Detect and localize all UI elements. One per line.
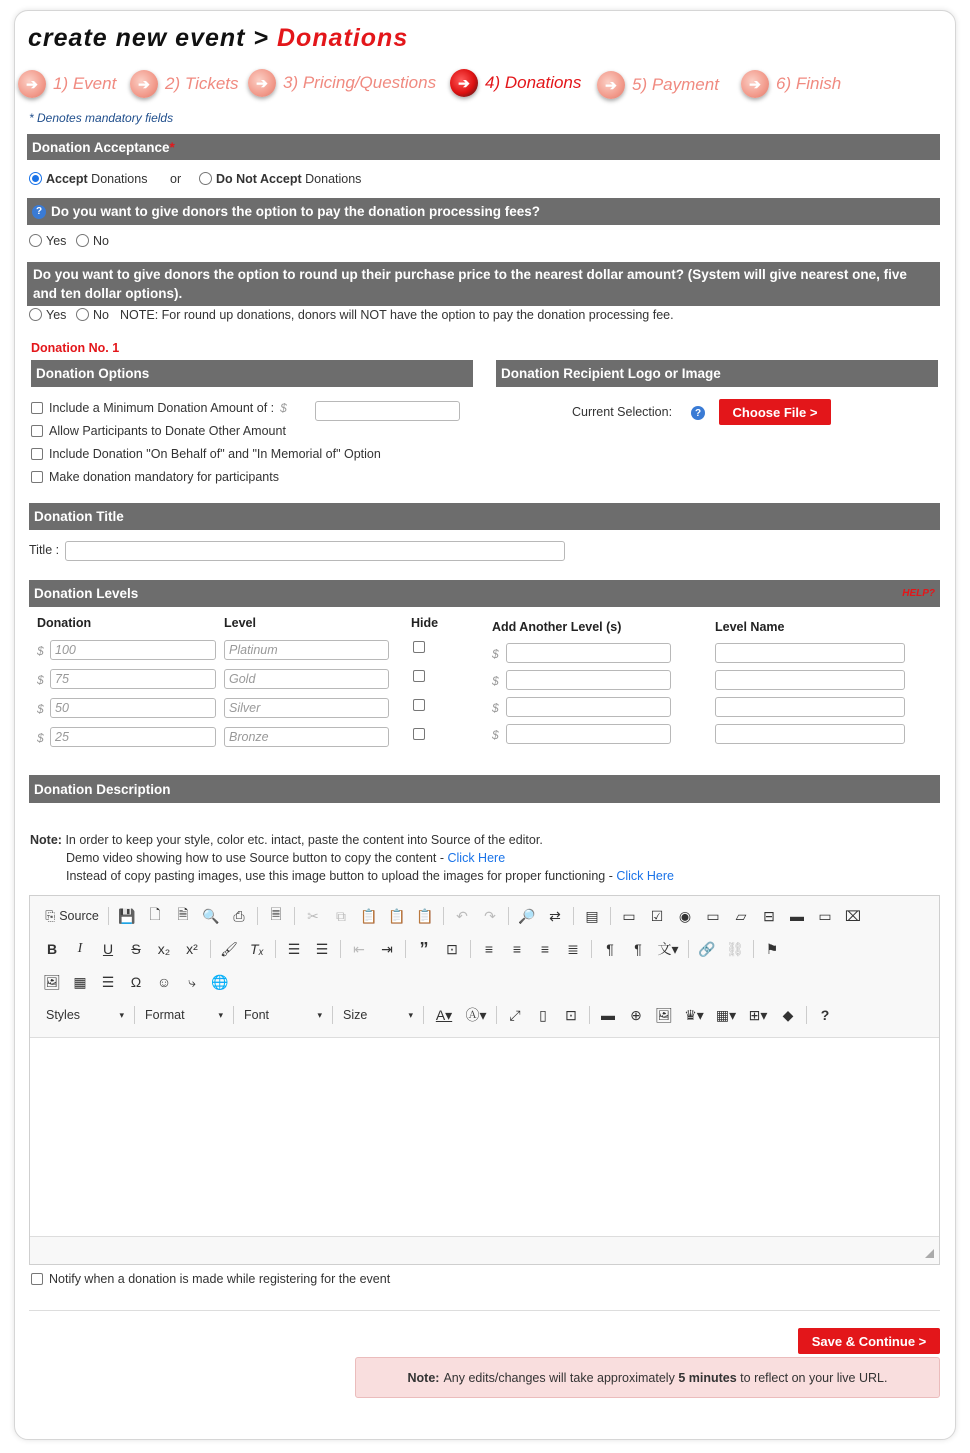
notify-option[interactable]: Notify when a donation is made while registering for the event xyxy=(31,1272,390,1286)
numbered-list-icon[interactable]: ☰ xyxy=(287,940,301,957)
anchor-flag-icon[interactable]: ⚑ xyxy=(765,940,779,957)
image-upload-icon[interactable]: 🖼 xyxy=(655,1006,673,1023)
preview-icon[interactable]: 🔍 xyxy=(202,907,220,924)
choose-file-button[interactable]: Choose File > xyxy=(719,399,831,425)
hide-checkbox[interactable] xyxy=(413,670,425,682)
add-level-amount-input[interactable] xyxy=(506,643,671,663)
align-center-icon[interactable]: ≡ xyxy=(512,941,522,957)
bulleted-list-icon[interactable]: ☰ xyxy=(315,940,329,957)
radio-unchecked[interactable] xyxy=(199,172,212,185)
justify-icon[interactable]: ≣ xyxy=(567,940,579,957)
smiley-icon[interactable]: ☺ xyxy=(156,974,172,990)
section-bar-logo: Donation Recipient Logo or Image xyxy=(496,360,938,387)
accept-donations-radio[interactable]: Accept Donations xyxy=(29,172,147,186)
level-amount-input[interactable]: 100 xyxy=(50,640,216,660)
level-name-input[interactable]: Bronze xyxy=(224,727,389,747)
help-icon[interactable]: ? xyxy=(32,205,46,219)
rtl-icon[interactable]: ¶ xyxy=(634,941,642,957)
note-line-2: Demo video showing how to use Source button to copy the content - Click Here xyxy=(66,851,506,865)
add-level-name-input[interactable] xyxy=(715,697,905,717)
currency-symbol: $ xyxy=(37,673,44,687)
strike-icon[interactable]: S xyxy=(131,941,141,957)
section-bar-options: Donation Options xyxy=(31,360,473,387)
currency-symbol: $ xyxy=(492,647,499,661)
click-here-link[interactable]: Click Here xyxy=(616,869,674,883)
radio-icon[interactable]: ◉ xyxy=(678,907,692,924)
new-page-icon[interactable]: 🗋 xyxy=(149,906,161,922)
checkbox[interactable] xyxy=(31,471,43,483)
replace-icon[interactable]: ⇄ xyxy=(549,907,561,924)
step-donations[interactable]: ➔ 4) Donations xyxy=(450,69,581,97)
paste-icon[interactable]: 📋 xyxy=(360,907,378,924)
find-icon[interactable]: 🔎 xyxy=(518,907,536,924)
undo-icon[interactable]: ↶ xyxy=(456,907,468,924)
level-name-input[interactable]: Silver xyxy=(224,698,389,718)
shapes-icon[interactable]: ◆ xyxy=(782,1006,794,1023)
step-tickets[interactable]: ➔ 2) Tickets xyxy=(130,70,239,98)
format-dropdown[interactable]: Format ▾ xyxy=(145,1008,223,1022)
add-level-amount-input[interactable] xyxy=(506,724,671,744)
italic-icon[interactable]: I xyxy=(77,941,83,956)
hide-checkbox[interactable] xyxy=(413,699,425,711)
add-level-amount-input[interactable] xyxy=(506,697,671,717)
bg-color-icon[interactable]: Ⓐ▾ xyxy=(465,1007,487,1023)
fees-yes-radio[interactable]: Yes xyxy=(29,234,66,248)
editor-content-area[interactable] xyxy=(30,1037,939,1237)
note-line-1: Note: In order to keep your style, color etc. intact, paste the content into Source of the editor. xyxy=(30,833,543,847)
editor-toolbar-row-4 xyxy=(40,1003,839,1027)
size-dropdown[interactable]: Size ▾ xyxy=(343,1008,413,1022)
language-icon[interactable]: 文▾ xyxy=(657,941,679,957)
special-char-icon[interactable]: Ω xyxy=(130,974,142,990)
roundup-note: NOTE: For round up donations, donors will NOT have the option to pay the donation processing fee. xyxy=(120,308,674,322)
outdent-icon[interactable]: ⇤ xyxy=(353,940,365,957)
hide-checkbox[interactable] xyxy=(413,728,425,740)
iframe-icon[interactable]: 🌐 xyxy=(211,973,229,990)
radio-unchecked[interactable] xyxy=(76,234,89,247)
col-level-name: Level Name xyxy=(715,620,785,634)
textfield-icon[interactable]: ▭ xyxy=(706,907,720,924)
checkbox[interactable] xyxy=(31,402,43,414)
section-bar-title: Donation Title xyxy=(29,503,940,530)
currency-symbol: $ xyxy=(37,702,44,716)
pdf-icon[interactable]: 🗎 xyxy=(177,906,189,922)
remove-format-icon[interactable]: Tₓ xyxy=(250,941,264,957)
divider xyxy=(29,1310,940,1311)
copy-icon[interactable]: ⧉ xyxy=(336,907,346,924)
currency-symbol: $ xyxy=(492,674,499,688)
hide-checkbox[interactable] xyxy=(413,641,425,653)
currency-symbol: $ xyxy=(37,644,44,658)
ltr-icon[interactable]: ¶ xyxy=(606,941,614,957)
donation-title-input[interactable] xyxy=(65,541,565,561)
radio-unchecked[interactable] xyxy=(76,308,89,321)
source-icon: ⎘ xyxy=(45,908,56,923)
col-donation: Donation xyxy=(37,616,92,630)
add-level-name-input[interactable] xyxy=(715,643,905,663)
horizontal-line-icon[interactable]: ☰ xyxy=(101,973,115,990)
radio-checked[interactable] xyxy=(29,172,42,185)
mandatory-note: * Denotes mandatory fields xyxy=(29,111,174,125)
button-icon[interactable]: ▬ xyxy=(790,908,804,924)
chess-icon[interactable]: ♛▾ xyxy=(684,1006,704,1023)
section-bar-description: Donation Description xyxy=(29,775,940,803)
save-continue-button[interactable]: Save & Continue > xyxy=(798,1328,940,1354)
title-label: Title : xyxy=(29,543,60,557)
donation-number-label: Donation No. 1 xyxy=(31,341,120,355)
page-break-icon[interactable]: ⤷ xyxy=(188,973,196,990)
image-icon[interactable]: 🖼 xyxy=(43,973,61,990)
save-icon[interactable]: 💾 xyxy=(118,907,136,924)
radio-unchecked[interactable] xyxy=(29,234,42,247)
templates-icon[interactable]: 🗏 xyxy=(270,906,282,922)
arrow-circle-icon: ➔ xyxy=(597,71,625,99)
other-amount-option[interactable]: Allow Participants to Donate Other Amount xyxy=(31,424,286,438)
footer-note: Note: Any edits/changes will take approximately 5 minutes to reflect on your live URL. xyxy=(355,1357,940,1398)
mandatory-donation-option[interactable]: Make donation mandatory for participants xyxy=(31,470,279,484)
section-bar-levels: Donation Levels HELP? xyxy=(29,580,940,607)
or-label: or xyxy=(170,172,182,186)
section-bar-acceptance: Donation Acceptance * xyxy=(27,134,940,160)
help-icon[interactable]: ? xyxy=(820,1007,830,1023)
add-level-name-input[interactable] xyxy=(715,724,905,744)
level-name-input[interactable]: Platinum xyxy=(224,640,389,660)
checkbox[interactable] xyxy=(31,448,43,460)
roundup-no-radio[interactable]: No xyxy=(76,308,109,322)
redo-icon[interactable]: ↷ xyxy=(484,907,496,924)
grid-menu-icon[interactable]: ⊞▾ xyxy=(748,1006,768,1023)
checkbox-icon[interactable]: ☑ xyxy=(650,907,664,924)
subscript-icon[interactable]: x₂ xyxy=(157,941,171,957)
level-amount-input[interactable]: 75 xyxy=(50,669,216,689)
step-payment[interactable]: ➔ 5) Payment xyxy=(597,71,719,99)
unlink-icon[interactable]: ⛓ xyxy=(726,940,744,957)
editor-toolbar-row-1 xyxy=(40,904,867,928)
min-donation-option[interactable]: Include a Minimum Donation Amount of : $ xyxy=(31,401,287,415)
link-icon[interactable]: 🔗 xyxy=(698,940,716,957)
source-button[interactable]: ⎘ Source xyxy=(45,908,99,923)
add-level-amount-input[interactable] xyxy=(506,670,671,690)
behalf-memorial-option[interactable]: Include Donation "On Behalf of" and "In Memorial of" Option xyxy=(31,447,381,461)
form-icon[interactable]: ▭ xyxy=(622,907,636,924)
download-icon[interactable]: ⊕ xyxy=(630,1006,642,1023)
page-title: create new event > Donations xyxy=(28,24,409,52)
textarea-icon[interactable]: ▱ xyxy=(735,907,747,924)
step-event[interactable]: ➔ 1) Event xyxy=(18,70,116,98)
table-icon[interactable]: ▦ xyxy=(73,973,87,990)
paste-text-icon[interactable]: 📋 xyxy=(388,907,406,924)
step-finish[interactable]: ➔ 6) Finish xyxy=(741,70,841,98)
min-donation-input[interactable] xyxy=(315,401,460,421)
superscript-icon[interactable]: x² xyxy=(186,941,198,957)
current-selection-label: Current Selection: xyxy=(572,405,673,419)
print-icon[interactable]: ⎙ xyxy=(233,907,245,924)
indent-icon[interactable]: ⇥ xyxy=(381,940,393,957)
arrow-circle-icon: ➔ xyxy=(18,70,46,98)
radio-unchecked[interactable] xyxy=(29,308,42,321)
font-dropdown[interactable]: Font ▾ xyxy=(244,1008,322,1022)
arrow-circle-icon: ➔ xyxy=(130,70,158,98)
arrow-circle-icon: ➔ xyxy=(248,69,276,97)
currency-symbol: $ xyxy=(37,731,44,745)
resize-grip-icon[interactable] xyxy=(925,1249,934,1258)
embed-icon[interactable]: ▬ xyxy=(601,1007,615,1023)
hidden-field-icon[interactable]: ⌧ xyxy=(844,907,862,924)
col-level: Level xyxy=(224,616,256,630)
editor-toolbar-row-3 xyxy=(38,970,234,994)
text-color-icon[interactable]: A▾ xyxy=(435,1006,453,1023)
document-properties-icon[interactable]: ⊡ xyxy=(565,1006,577,1023)
styles-dropdown[interactable]: Styles ▾ xyxy=(46,1008,124,1022)
div-icon[interactable]: ⊡ xyxy=(446,940,458,957)
step-pricing-questions[interactable]: ➔ 3) Pricing/Questions xyxy=(248,69,436,97)
underline-icon[interactable]: U xyxy=(102,941,114,957)
level-amount-input[interactable]: 25 xyxy=(50,727,216,747)
align-left-icon[interactable]: ≡ xyxy=(484,941,494,957)
checkbox[interactable] xyxy=(31,1273,43,1285)
help-icon[interactable]: ? xyxy=(691,406,705,420)
paste-word-icon[interactable]: 📋 xyxy=(416,907,434,924)
blockquote-icon[interactable]: ” xyxy=(419,938,429,959)
fees-no-radio[interactable]: No xyxy=(76,234,109,248)
click-here-link[interactable]: Click Here xyxy=(447,851,506,865)
add-level-name-input[interactable] xyxy=(715,670,905,690)
select-icon[interactable]: ⊟ xyxy=(763,907,775,924)
level-name-input[interactable]: Gold xyxy=(224,669,389,689)
cut-icon[interactable]: ✂ xyxy=(307,907,319,924)
note-line-3: Instead of copy pasting images, use this image button to upload the images for proper functioning - Click Here xyxy=(66,869,674,883)
section-bar-fees: ? Do you want to give donors the option to pay the donation processing fees? xyxy=(27,198,940,225)
maximize-icon[interactable]: ⤢ xyxy=(509,1006,521,1023)
arrow-circle-icon: ➔ xyxy=(741,70,769,98)
help-link[interactable]: HELP? xyxy=(902,588,935,599)
image-button-icon[interactable]: ▭ xyxy=(818,907,832,924)
arrow-circle-icon: ➔ xyxy=(450,69,478,97)
editor-toolbar-row-2 xyxy=(38,937,786,961)
checkbox[interactable] xyxy=(31,425,43,437)
section-bar-roundup: Do you want to give donors the option to round up their purchase price to the nearest dollar amount? (System will give nearest one, five and ten dollar options). xyxy=(27,262,940,306)
level-amount-input[interactable]: 50 xyxy=(50,698,216,718)
copy-format-icon[interactable]: 🖌 xyxy=(220,940,238,957)
table-menu-icon[interactable]: ▦▾ xyxy=(715,1006,737,1023)
bold-icon[interactable]: B xyxy=(46,941,58,957)
currency-symbol: $ xyxy=(492,701,499,715)
col-add-level: Add Another Level (s) xyxy=(492,620,622,634)
do-not-accept-radio[interactable]: Do Not Accept Donations xyxy=(199,172,361,186)
currency-symbol: $ xyxy=(492,728,499,742)
align-right-icon[interactable]: ≡ xyxy=(540,941,550,957)
select-all-icon[interactable]: ▤ xyxy=(585,907,599,924)
show-blocks-icon[interactable]: ▯ xyxy=(539,1006,547,1023)
roundup-yes-radio[interactable]: Yes xyxy=(29,308,66,322)
col-hide: Hide xyxy=(411,616,439,630)
